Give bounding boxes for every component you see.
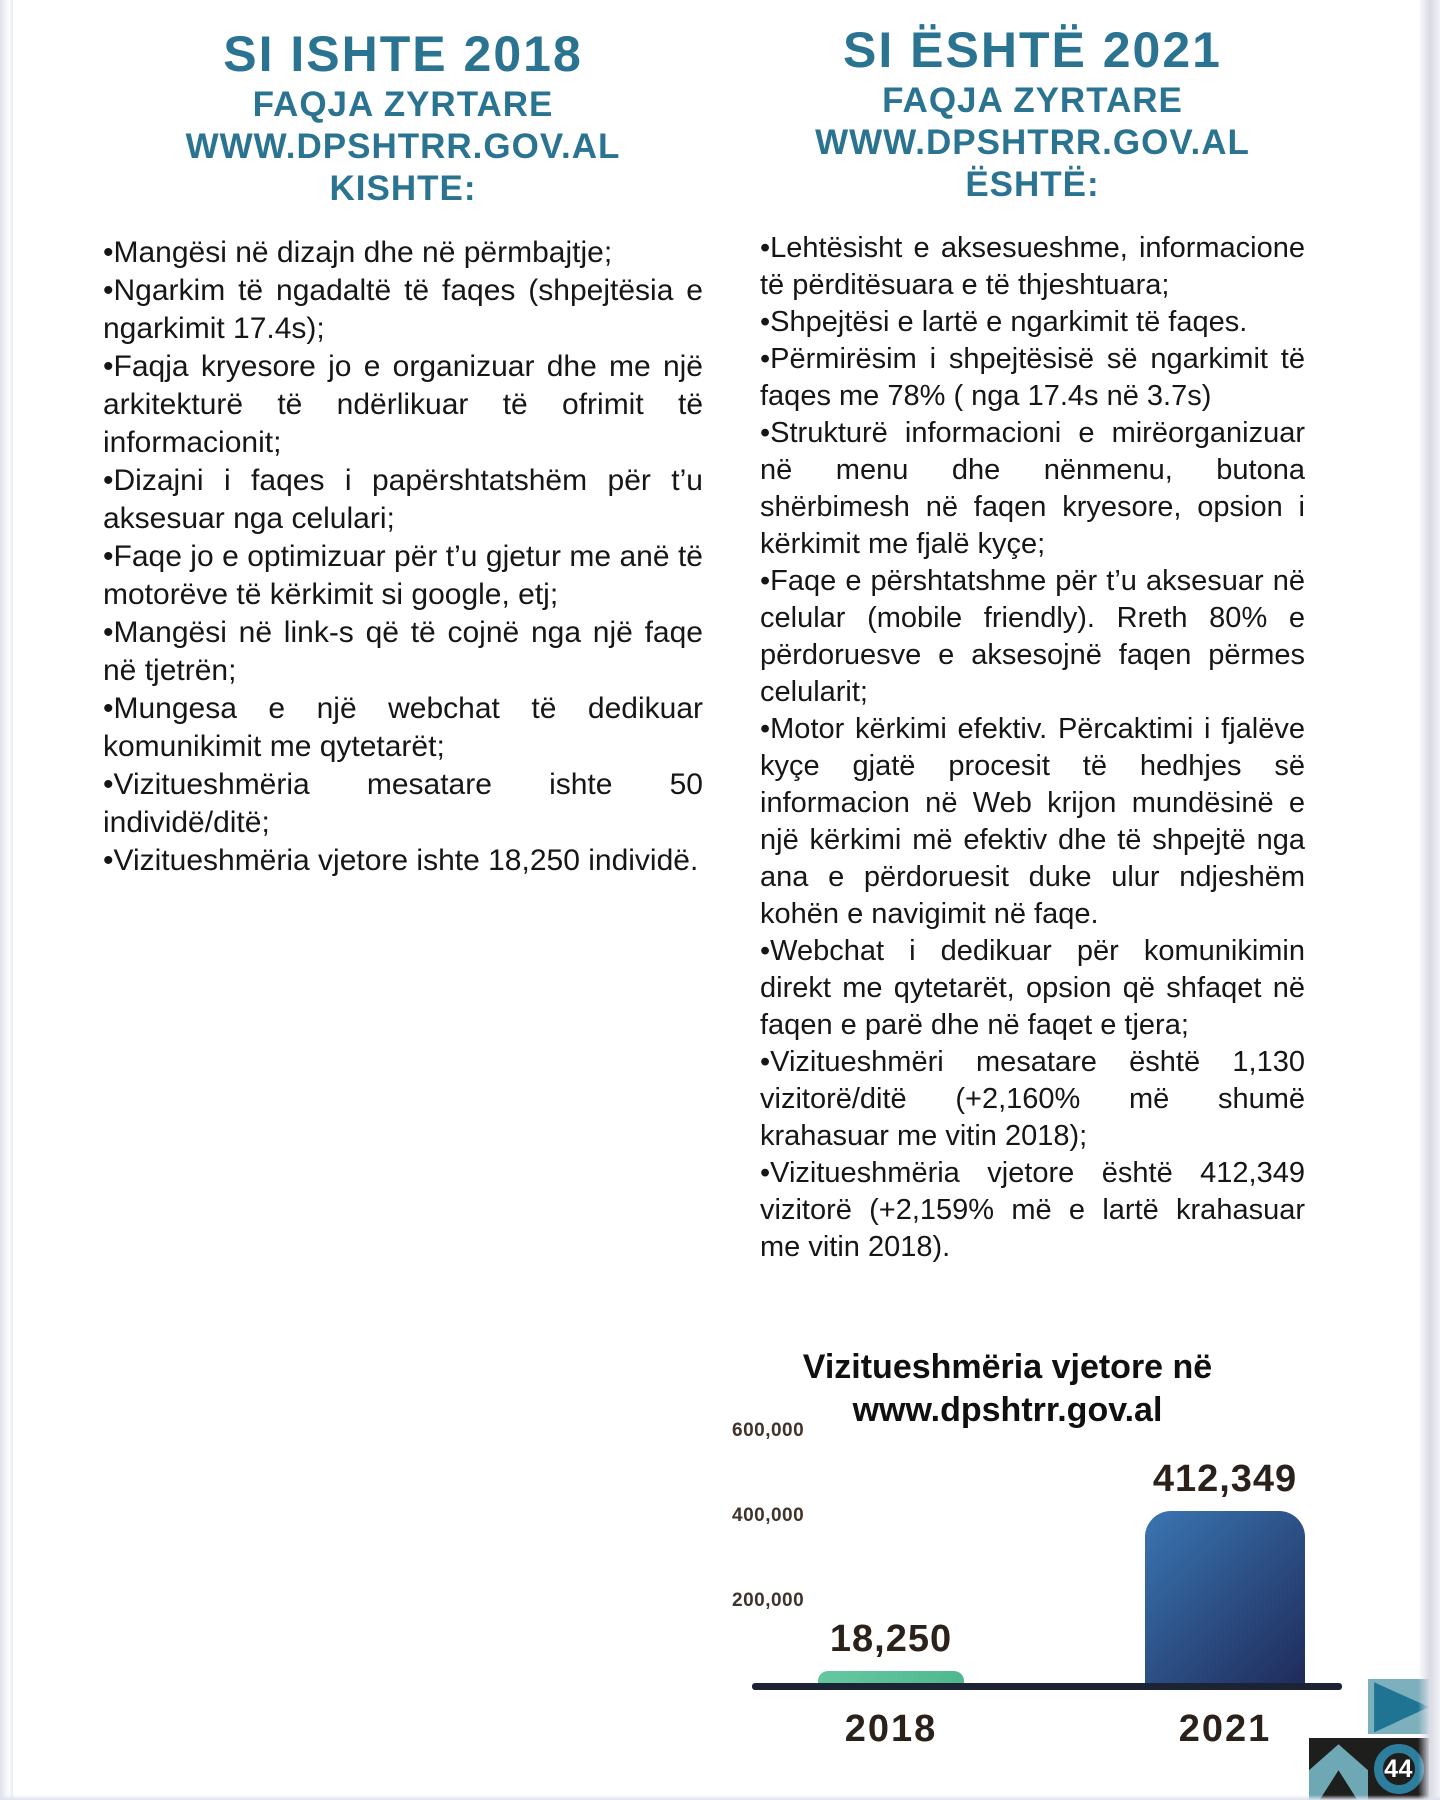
column-2018-subtitle-line3: KISHTE: bbox=[329, 169, 477, 208]
x-axis-line bbox=[752, 1683, 1342, 1690]
bullet-item: •Vizitueshmëria vjetore ishte 18,250 individë. bbox=[103, 844, 699, 877]
bullet-item: •Faqe e përshtatshme për t’u aksesuar në celular (mobile friendly). Rreth 80% e përdoruesve e aksesojnë faqen përmes celularit; bbox=[760, 565, 1305, 708]
bullet-item: •Webchat i dedikuar për komunikimin direkt me qytetarët, opsion që shfaqet në faqen e parë dhe në faqet e tjera; bbox=[760, 935, 1305, 1041]
column-2021-title: SI ËSHTË 2021 bbox=[843, 22, 1222, 78]
bullet-item: •Mungesa e një webchat të dedikuar komunikimit me qytetarët; bbox=[103, 692, 703, 763]
bullet-item: •Shpejtësi e lartë e ngarkimit të faqes. bbox=[760, 306, 1248, 338]
bullet-item: •Ngarkim të ngadaltë të faqes (shpejtësia e ngarkimit 17.4s); bbox=[103, 274, 703, 345]
page-edge-right bbox=[1418, 0, 1440, 1800]
bullet-item: •Vizitueshmëria vjetore është 412,349 vizitorë (+2,159% më e lartë krahasuar me vitin 2018). bbox=[760, 1157, 1305, 1263]
page-number-ring bbox=[1374, 1744, 1424, 1794]
page-edge-left bbox=[0, 0, 13, 1800]
bullet-item: •Faqja kryesore jo e organizuar dhe me një arkitekturë të ndërlikuar të ofrimit të informacionit; bbox=[103, 350, 703, 459]
chart-title-line1: Vizitueshmëria vjetore në bbox=[802, 1348, 1213, 1386]
bullet-item: •Vizitueshmëri mesatare është 1,130 vizitorë/ditë (+2,160% më shumë krahasuar me vitin 2018); bbox=[760, 1046, 1305, 1152]
column-2021-subtitle-url: WWW.DPSHTRR.GOV.AL bbox=[815, 123, 1250, 162]
y-axis-label: 600,000 bbox=[732, 1420, 805, 1441]
bar-value-label-2021: 412,349 bbox=[1152, 1458, 1298, 1500]
x-axis-label-2021: 2021 bbox=[1178, 1708, 1272, 1750]
mountain-icon bbox=[1309, 1738, 1368, 1800]
bullet-item: •Faqe jo e optimizuar për t’u gjetur me anë të motorëve të kërkimit si google, etj; bbox=[103, 540, 703, 611]
bullet-item: •Përmirësim i shpejtësisë së ngarkimit të faqes me 78% ( nga 17.4s në 3.7s) bbox=[760, 343, 1305, 412]
bullet-item: •Mangësi në dizajn dhe në përmbajtje; bbox=[103, 236, 613, 269]
bullet-item: •Strukturë informacioni e mirëorganizuar në menu dhe nënmenu, butona shërbimesh në faqen kryesore, opsion i kërkimit me fjalë kyçe; bbox=[760, 417, 1305, 560]
column-2018-title: SI ISHTE 2018 bbox=[223, 26, 583, 82]
column-2021-subtitle-line1: FAQJA ZYRTARE bbox=[882, 81, 1183, 120]
bullet-item: •Dizajni i faqes i papërshtatshëm për t’u aksesuar nga celulari; bbox=[103, 464, 703, 535]
bullet-item: •Vizitueshmëria mesatare ishte 50 individë/ditë; bbox=[103, 768, 703, 839]
page-number: 44 bbox=[1384, 1754, 1413, 1783]
bullet-item: •Mangësi në link-s që të cojnë nga një faqe në tjetrën; bbox=[103, 616, 703, 687]
y-axis-label: 400,000 bbox=[732, 1505, 805, 1526]
column-2021-subtitle-line3: ËSHTË: bbox=[965, 165, 1100, 204]
bullet-item: •Motor kërkimi efektiv. Përcaktimi i fjalëve kyçe gjatë procesit të hedhjes së informacion në Web krijon mundësinë e një kërkimi më efektiv dhe të shpejtë nga ana e përdoruesit duke ulur ndjeshëm kohën e navigimit në faqe. bbox=[760, 713, 1305, 930]
column-2018-subtitle-line1: FAQJA ZYRTARE bbox=[252, 85, 554, 124]
bullet-item: •Lehtësisht e aksesueshme, informacione të përditësuara e të thjeshtuara; bbox=[760, 232, 1305, 301]
page-edge-bottom bbox=[0, 1795, 1440, 1800]
column-2018-subtitle-url: WWW.DPSHTRR.GOV.AL bbox=[185, 127, 621, 166]
y-axis-label: 200,000 bbox=[732, 1590, 805, 1611]
x-axis-label-2018: 2018 bbox=[844, 1708, 938, 1750]
bar-value-label-2018: 18,250 bbox=[829, 1618, 953, 1660]
chart-title-line2: www.dpshtrr.gov.al bbox=[852, 1391, 1163, 1429]
bar-2021 bbox=[1145, 1511, 1305, 1686]
